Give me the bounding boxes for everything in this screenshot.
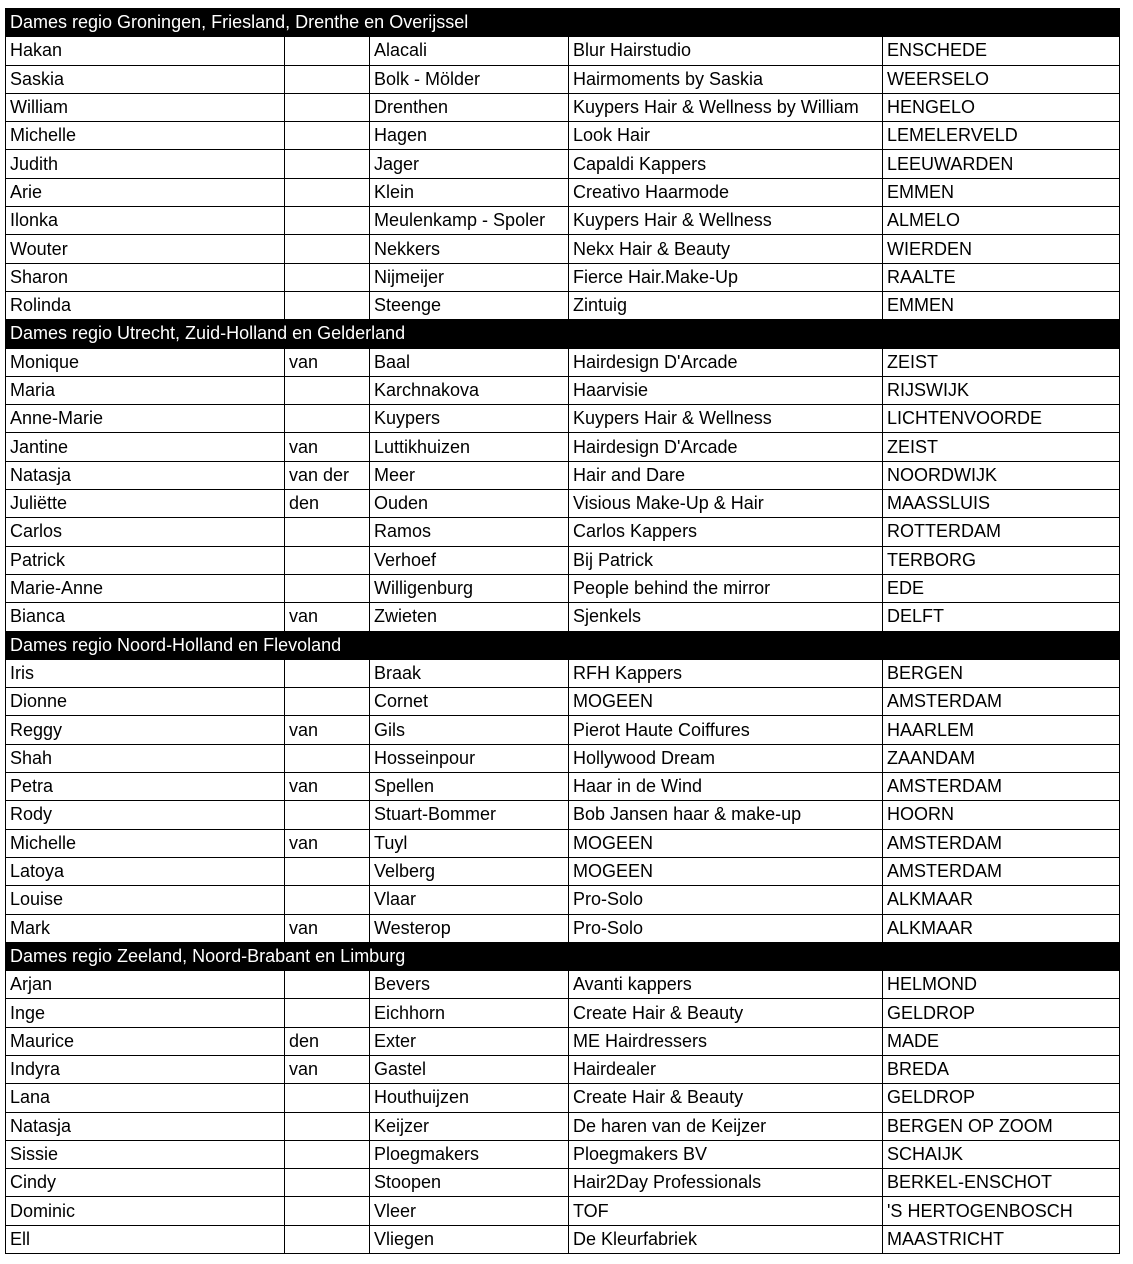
prefix-cell bbox=[285, 235, 370, 263]
city-cell: NOORDWIJK bbox=[883, 461, 1120, 489]
salon-cell: MOGEEN bbox=[569, 857, 883, 885]
city-cell: BERGEN OP ZOOM bbox=[883, 1112, 1120, 1140]
salon-cell: Hairmoments by Saskia bbox=[569, 65, 883, 93]
last-name-cell: Keijzer bbox=[370, 1112, 569, 1140]
first-name-cell: Iris bbox=[6, 659, 285, 687]
prefix-cell bbox=[285, 659, 370, 687]
last-name-cell: Velberg bbox=[370, 857, 569, 885]
table-row bbox=[6, 1169, 1120, 1197]
city-cell: RAALTE bbox=[883, 263, 1120, 291]
participants-sheet bbox=[5, 8, 1119, 1254]
last-name-cell: Gils bbox=[370, 716, 569, 744]
salon-cell: Bij Patrick bbox=[569, 546, 883, 574]
last-name-cell: Vlaar bbox=[370, 886, 569, 914]
first-name-cell: Carlos bbox=[6, 518, 285, 546]
prefix-cell: van der bbox=[285, 461, 370, 489]
first-name-cell: Rolinda bbox=[6, 291, 285, 319]
city-cell: ALMELO bbox=[883, 207, 1120, 235]
salon-cell: MOGEEN bbox=[569, 688, 883, 716]
first-name-cell: Arjan bbox=[6, 971, 285, 999]
first-name-cell: Dominic bbox=[6, 1197, 285, 1225]
table-row bbox=[6, 93, 1120, 121]
last-name-cell: Alacali bbox=[370, 37, 569, 65]
table-row bbox=[6, 348, 1120, 376]
salon-cell: De Kleurfabriek bbox=[569, 1225, 883, 1253]
table-body bbox=[6, 9, 1120, 1254]
salon-cell: People behind the mirror bbox=[569, 574, 883, 602]
city-cell: MADE bbox=[883, 1027, 1120, 1055]
prefix-cell bbox=[285, 1197, 370, 1225]
prefix-cell bbox=[285, 263, 370, 291]
city-cell: HENGELO bbox=[883, 93, 1120, 121]
first-name-cell: Rody bbox=[6, 801, 285, 829]
salon-cell: Hair2Day Professionals bbox=[569, 1169, 883, 1197]
prefix-cell bbox=[285, 518, 370, 546]
table-row bbox=[6, 914, 1120, 942]
table-row bbox=[6, 37, 1120, 65]
salon-cell: RFH Kappers bbox=[569, 659, 883, 687]
prefix-cell: van bbox=[285, 433, 370, 461]
city-cell: BREDA bbox=[883, 1055, 1120, 1083]
table-row bbox=[6, 659, 1120, 687]
prefix-cell bbox=[285, 178, 370, 206]
salon-cell: Blur Hairstudio bbox=[569, 37, 883, 65]
first-name-cell: Indyra bbox=[6, 1055, 285, 1083]
prefix-cell: van bbox=[285, 348, 370, 376]
table-row bbox=[6, 716, 1120, 744]
table-row bbox=[6, 546, 1120, 574]
last-name-cell: Cornet bbox=[370, 688, 569, 716]
city-cell: MAASTRICHT bbox=[883, 1225, 1120, 1253]
first-name-cell: Michelle bbox=[6, 829, 285, 857]
prefix-cell: den bbox=[285, 490, 370, 518]
prefix-cell bbox=[285, 574, 370, 602]
table-row bbox=[6, 1027, 1120, 1055]
salon-cell: Hairdealer bbox=[569, 1055, 883, 1083]
table-row bbox=[6, 829, 1120, 857]
last-name-cell: Vleer bbox=[370, 1197, 569, 1225]
last-name-cell: Braak bbox=[370, 659, 569, 687]
city-cell: AMSTERDAM bbox=[883, 857, 1120, 885]
first-name-cell: Juliëtte bbox=[6, 490, 285, 518]
prefix-cell bbox=[285, 999, 370, 1027]
salon-cell: Capaldi Kappers bbox=[569, 150, 883, 178]
table-row bbox=[6, 490, 1120, 518]
last-name-cell: Verhoef bbox=[370, 546, 569, 574]
city-cell: MAASSLUIS bbox=[883, 490, 1120, 518]
last-name-cell: Kuypers bbox=[370, 405, 569, 433]
region-header-row bbox=[6, 320, 1120, 348]
first-name-cell: Mark bbox=[6, 914, 285, 942]
prefix-cell bbox=[285, 857, 370, 885]
table-row bbox=[6, 433, 1120, 461]
table-row bbox=[6, 1112, 1120, 1140]
salon-cell: Haarvisie bbox=[569, 376, 883, 404]
region-header-row bbox=[6, 942, 1120, 970]
last-name-cell: Ploegmakers bbox=[370, 1140, 569, 1168]
first-name-cell: Shah bbox=[6, 744, 285, 772]
city-cell: ZEIST bbox=[883, 348, 1120, 376]
prefix-cell bbox=[285, 1225, 370, 1253]
last-name-cell: Vliegen bbox=[370, 1225, 569, 1253]
last-name-cell: Nijmeijer bbox=[370, 263, 569, 291]
region-title: Dames regio Utrecht, Zuid-Holland en Gelderland bbox=[6, 320, 1120, 348]
salon-cell: Kuypers Hair & Wellness bbox=[569, 405, 883, 433]
last-name-cell: Meulenkamp - Spoler bbox=[370, 207, 569, 235]
last-name-cell: Luttikhuizen bbox=[370, 433, 569, 461]
table-row bbox=[6, 65, 1120, 93]
city-cell: ALKMAAR bbox=[883, 914, 1120, 942]
salon-cell: Bob Jansen haar & make-up bbox=[569, 801, 883, 829]
region-title: Dames regio Groningen, Friesland, Drenthe en Overijssel bbox=[6, 9, 1120, 37]
last-name-cell: Klein bbox=[370, 178, 569, 206]
prefix-cell: van bbox=[285, 716, 370, 744]
city-cell: BERKEL-ENSCHOT bbox=[883, 1169, 1120, 1197]
salon-cell: Haar in de Wind bbox=[569, 773, 883, 801]
last-name-cell: Tuyl bbox=[370, 829, 569, 857]
city-cell: 'S HERTOGENBOSCH bbox=[883, 1197, 1120, 1225]
last-name-cell: Spellen bbox=[370, 773, 569, 801]
first-name-cell: Wouter bbox=[6, 235, 285, 263]
salon-cell: Pro-Solo bbox=[569, 914, 883, 942]
first-name-cell: Dionne bbox=[6, 688, 285, 716]
table-row bbox=[6, 1055, 1120, 1083]
table-row bbox=[6, 291, 1120, 319]
table-row bbox=[6, 461, 1120, 489]
first-name-cell: Hakan bbox=[6, 37, 285, 65]
city-cell: ALKMAAR bbox=[883, 886, 1120, 914]
last-name-cell: Bevers bbox=[370, 971, 569, 999]
table-row bbox=[6, 150, 1120, 178]
last-name-cell: Karchnakova bbox=[370, 376, 569, 404]
first-name-cell: Anne-Marie bbox=[6, 405, 285, 433]
city-cell: TERBORG bbox=[883, 546, 1120, 574]
first-name-cell: William bbox=[6, 93, 285, 121]
prefix-cell bbox=[285, 93, 370, 121]
city-cell: ZEIST bbox=[883, 433, 1120, 461]
salon-cell: Pierot Haute Coiffures bbox=[569, 716, 883, 744]
first-name-cell: Cindy bbox=[6, 1169, 285, 1197]
table-row bbox=[6, 603, 1120, 631]
prefix-cell: van bbox=[285, 1055, 370, 1083]
prefix-cell bbox=[285, 207, 370, 235]
city-cell: ROTTERDAM bbox=[883, 518, 1120, 546]
city-cell: GELDROP bbox=[883, 999, 1120, 1027]
table-row bbox=[6, 178, 1120, 206]
city-cell: AMSTERDAM bbox=[883, 829, 1120, 857]
first-name-cell: Maria bbox=[6, 376, 285, 404]
city-cell: SCHAIJK bbox=[883, 1140, 1120, 1168]
last-name-cell: Hosseinpour bbox=[370, 744, 569, 772]
table-row bbox=[6, 376, 1120, 404]
salon-cell: Hollywood Dream bbox=[569, 744, 883, 772]
table-row bbox=[6, 857, 1120, 885]
salon-cell: Nekx Hair & Beauty bbox=[569, 235, 883, 263]
salon-cell: ME Hairdressers bbox=[569, 1027, 883, 1055]
first-name-cell: Lana bbox=[6, 1084, 285, 1112]
city-cell: AMSTERDAM bbox=[883, 773, 1120, 801]
table-row bbox=[6, 574, 1120, 602]
last-name-cell: Meer bbox=[370, 461, 569, 489]
table-row bbox=[6, 122, 1120, 150]
salon-cell: TOF bbox=[569, 1197, 883, 1225]
last-name-cell: Jager bbox=[370, 150, 569, 178]
last-name-cell: Exter bbox=[370, 1027, 569, 1055]
first-name-cell: Arie bbox=[6, 178, 285, 206]
salon-cell: Fierce Hair.Make-Up bbox=[569, 263, 883, 291]
prefix-cell: van bbox=[285, 829, 370, 857]
salon-cell: Carlos Kappers bbox=[569, 518, 883, 546]
region-header-row bbox=[6, 9, 1120, 37]
first-name-cell: Jantine bbox=[6, 433, 285, 461]
prefix-cell bbox=[285, 886, 370, 914]
table-row bbox=[6, 688, 1120, 716]
city-cell: WEERSELO bbox=[883, 65, 1120, 93]
last-name-cell: Stoopen bbox=[370, 1169, 569, 1197]
salon-cell: Kuypers Hair & Wellness by William bbox=[569, 93, 883, 121]
first-name-cell: Petra bbox=[6, 773, 285, 801]
last-name-cell: Steenge bbox=[370, 291, 569, 319]
last-name-cell: Gastel bbox=[370, 1055, 569, 1083]
participants-table bbox=[5, 8, 1120, 1254]
prefix-cell bbox=[285, 971, 370, 999]
city-cell: HELMOND bbox=[883, 971, 1120, 999]
first-name-cell: Monique bbox=[6, 348, 285, 376]
prefix-cell bbox=[285, 1084, 370, 1112]
last-name-cell: Willigenburg bbox=[370, 574, 569, 602]
prefix-cell bbox=[285, 65, 370, 93]
salon-cell: De haren van de Keijzer bbox=[569, 1112, 883, 1140]
first-name-cell: Louise bbox=[6, 886, 285, 914]
table-row bbox=[6, 886, 1120, 914]
last-name-cell: Nekkers bbox=[370, 235, 569, 263]
table-row bbox=[6, 971, 1120, 999]
salon-cell: Pro-Solo bbox=[569, 886, 883, 914]
salon-cell: Creativo Haarmode bbox=[569, 178, 883, 206]
city-cell: BERGEN bbox=[883, 659, 1120, 687]
prefix-cell bbox=[285, 688, 370, 716]
last-name-cell: Bolk - Mölder bbox=[370, 65, 569, 93]
first-name-cell: Ilonka bbox=[6, 207, 285, 235]
first-name-cell: Sissie bbox=[6, 1140, 285, 1168]
prefix-cell: den bbox=[285, 1027, 370, 1055]
last-name-cell: Houthuijzen bbox=[370, 1084, 569, 1112]
prefix-cell bbox=[285, 150, 370, 178]
salon-cell: Hairdesign D'Arcade bbox=[569, 433, 883, 461]
prefix-cell bbox=[285, 744, 370, 772]
city-cell: LICHTENVOORDE bbox=[883, 405, 1120, 433]
first-name-cell: Sharon bbox=[6, 263, 285, 291]
city-cell: WIERDEN bbox=[883, 235, 1120, 263]
table-row bbox=[6, 744, 1120, 772]
first-name-cell: Judith bbox=[6, 150, 285, 178]
salon-cell: Hairdesign D'Arcade bbox=[569, 348, 883, 376]
prefix-cell: van bbox=[285, 603, 370, 631]
table-row bbox=[6, 405, 1120, 433]
salon-cell: Hair and Dare bbox=[569, 461, 883, 489]
salon-cell: MOGEEN bbox=[569, 829, 883, 857]
first-name-cell: Bianca bbox=[6, 603, 285, 631]
salon-cell: Visious Make-Up & Hair bbox=[569, 490, 883, 518]
region-header-row bbox=[6, 631, 1120, 659]
first-name-cell: Inge bbox=[6, 999, 285, 1027]
last-name-cell: Ramos bbox=[370, 518, 569, 546]
first-name-cell: Latoya bbox=[6, 857, 285, 885]
table-row bbox=[6, 235, 1120, 263]
salon-cell: Create Hair & Beauty bbox=[569, 999, 883, 1027]
first-name-cell: Maurice bbox=[6, 1027, 285, 1055]
city-cell: EMMEN bbox=[883, 178, 1120, 206]
prefix-cell bbox=[285, 1140, 370, 1168]
salon-cell: Avanti kappers bbox=[569, 971, 883, 999]
salon-cell: Kuypers Hair & Wellness bbox=[569, 207, 883, 235]
salon-cell: Sjenkels bbox=[569, 603, 883, 631]
table-row bbox=[6, 263, 1120, 291]
table-row bbox=[6, 773, 1120, 801]
table-row bbox=[6, 1084, 1120, 1112]
table-row bbox=[6, 1197, 1120, 1225]
prefix-cell bbox=[285, 405, 370, 433]
first-name-cell: Marie-Anne bbox=[6, 574, 285, 602]
salon-cell: Ploegmakers BV bbox=[569, 1140, 883, 1168]
last-name-cell: Drenthen bbox=[370, 93, 569, 121]
prefix-cell bbox=[285, 291, 370, 319]
city-cell: EMMEN bbox=[883, 291, 1120, 319]
city-cell: HAARLEM bbox=[883, 716, 1120, 744]
city-cell: AMSTERDAM bbox=[883, 688, 1120, 716]
table-row bbox=[6, 1225, 1120, 1253]
city-cell: DELFT bbox=[883, 603, 1120, 631]
last-name-cell: Stuart-Bommer bbox=[370, 801, 569, 829]
first-name-cell: Reggy bbox=[6, 716, 285, 744]
table-row bbox=[6, 518, 1120, 546]
prefix-cell: van bbox=[285, 773, 370, 801]
city-cell: GELDROP bbox=[883, 1084, 1120, 1112]
city-cell: LEEUWARDEN bbox=[883, 150, 1120, 178]
last-name-cell: Zwieten bbox=[370, 603, 569, 631]
prefix-cell bbox=[285, 122, 370, 150]
salon-cell: Zintuig bbox=[569, 291, 883, 319]
first-name-cell: Patrick bbox=[6, 546, 285, 574]
prefix-cell: van bbox=[285, 914, 370, 942]
region-title: Dames regio Noord-Holland en Flevoland bbox=[6, 631, 1120, 659]
prefix-cell bbox=[285, 1169, 370, 1197]
last-name-cell: Hagen bbox=[370, 122, 569, 150]
first-name-cell: Natasja bbox=[6, 1112, 285, 1140]
first-name-cell: Natasja bbox=[6, 461, 285, 489]
first-name-cell: Ell bbox=[6, 1225, 285, 1253]
region-title: Dames regio Zeeland, Noord-Brabant en Limburg bbox=[6, 942, 1120, 970]
last-name-cell: Ouden bbox=[370, 490, 569, 518]
city-cell: LEMELERVELD bbox=[883, 122, 1120, 150]
city-cell: RIJSWIJK bbox=[883, 376, 1120, 404]
city-cell: HOORN bbox=[883, 801, 1120, 829]
prefix-cell bbox=[285, 376, 370, 404]
city-cell: ZAANDAM bbox=[883, 744, 1120, 772]
table-row bbox=[6, 1140, 1120, 1168]
table-row bbox=[6, 207, 1120, 235]
prefix-cell bbox=[285, 37, 370, 65]
first-name-cell: Saskia bbox=[6, 65, 285, 93]
prefix-cell bbox=[285, 1112, 370, 1140]
salon-cell: Create Hair & Beauty bbox=[569, 1084, 883, 1112]
table-row bbox=[6, 801, 1120, 829]
first-name-cell: Michelle bbox=[6, 122, 285, 150]
city-cell: ENSCHEDE bbox=[883, 37, 1120, 65]
city-cell: EDE bbox=[883, 574, 1120, 602]
prefix-cell bbox=[285, 546, 370, 574]
table-row bbox=[6, 999, 1120, 1027]
last-name-cell: Westerop bbox=[370, 914, 569, 942]
salon-cell: Look Hair bbox=[569, 122, 883, 150]
prefix-cell bbox=[285, 801, 370, 829]
last-name-cell: Eichhorn bbox=[370, 999, 569, 1027]
last-name-cell: Baal bbox=[370, 348, 569, 376]
